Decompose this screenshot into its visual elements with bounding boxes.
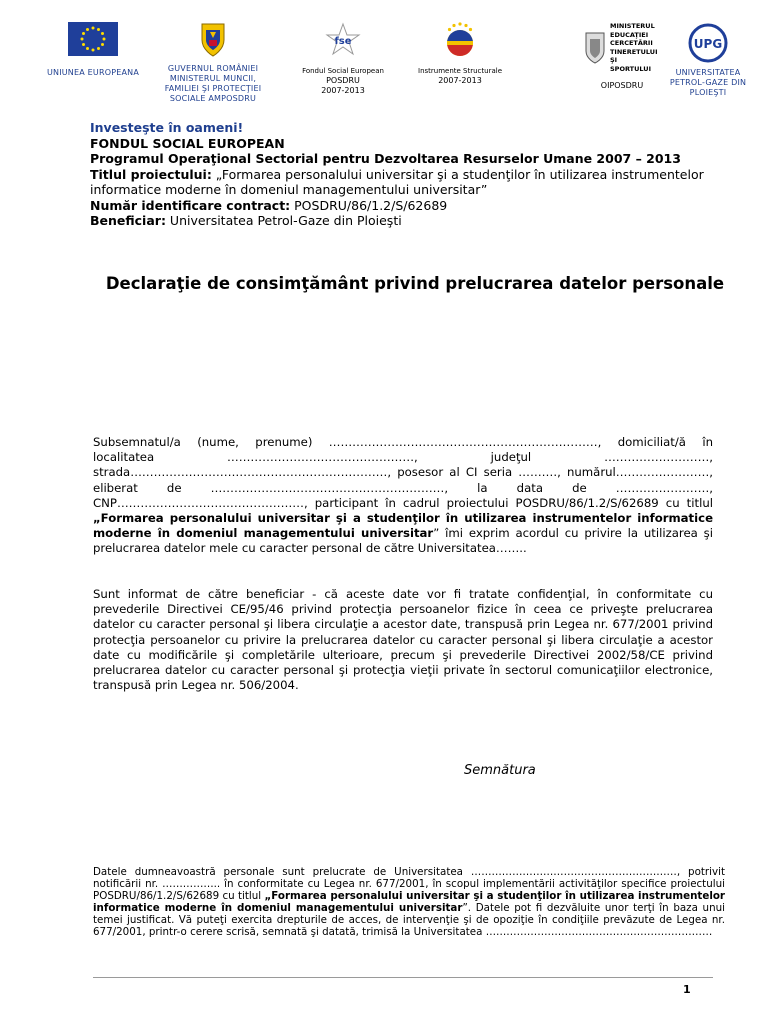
information-paragraph: Sunt informat de către beneficiar - că aceste date vor fi tratate confidenţial, în conformitate cu prevederile Directivei CE/95/46 privind protecţia persoanelor fizice în ceea ce priveşte prelucrarea datelor cu caracter personal şi libera circulaţie a acestor date, transpusă prin Legea nr. 677/2001 privind protecţia persoanelor cu privire la prelucrarea datelor cu caracter personal şi libera circulaţie a acestor date cu modificările şi completările ulterioare, precum şi prevederile Directivei 2002/58/CE privind prelucrarea datelor cu caracter personal şi protecţia vieţii private în sectorul comunicaţiilor electronice, transpusă prin Legea nr. 506/2004. xyxy=(93,587,713,693)
footnote-text-a: Datele dumneavoastră personale sunt prelucrate de Universitatea ……………………………………………………, potrivit notificării nr. …………….. în conformitate cu Legea nr. 677/2001, în scopul implementării activităţilor specifice proiectului POSDRU/86/1.2/S/62689 cu titlul xyxy=(93,866,725,902)
fse-caption-3: 2007-2013 xyxy=(321,86,365,95)
fse-star-icon xyxy=(321,22,365,58)
structural-instruments-caption-1: Instrumente Structurale xyxy=(418,67,502,75)
upg-logo xyxy=(668,22,748,98)
eu-logo xyxy=(40,22,146,78)
contract-label: Număr identificare contract: xyxy=(90,197,291,213)
fse-caption-1: Fondul Social European xyxy=(302,67,384,75)
footer-divider xyxy=(93,977,713,978)
upg-emblem-icon xyxy=(687,22,729,64)
structural-instruments-caption-2: 2007-2013 xyxy=(438,76,482,85)
signature-label: Semnătura xyxy=(464,763,536,778)
contract-line xyxy=(90,198,730,214)
program-name: Programul Operaţional Sectorial pentru Dezvoltarea Resurselor Umane 2007 – 2013 xyxy=(90,151,681,166)
government-caption: GUVERNUL ROMÂNIEI MINISTERUL MUNCII, FAMILIEI ŞI PROTECŢIEI SOCIALE AMPOSDRU xyxy=(164,64,262,103)
government-logo xyxy=(158,22,268,104)
upg-caption: UNIVERSITATEA PETROL-GAZE DIN PLOIEŞTI xyxy=(669,68,747,97)
project-title-line xyxy=(90,167,730,198)
project-title-label: Titlul proiectului: xyxy=(90,166,212,182)
project-header xyxy=(90,120,730,229)
footnote-text-c: ”. Datele pot fi dezvăluite unor terţi în baza unui temei justificat. Vă puteţi exercita drepturile de acces, de intervenţie şi de opoziţie în condiţiile prevăzute de Legea nr. 677/2001, printr-o cerere scrisă, semnată şi datată, trimisă la Universitatea ………………………………………………………… xyxy=(93,902,725,938)
fse-mark: fse xyxy=(334,36,352,47)
beneficiary-label: Beneficiar: xyxy=(90,213,166,228)
coat-of-arms-icon xyxy=(198,22,228,58)
declaration-text-c: ” îmi exprim acordul cu privire la utilizarea şi prelucrarea datelor mele cu caracter personal de către Universitatea…….. xyxy=(93,526,713,556)
declaration-text-a: Subsemnatul/a (nume, prenume) ……………………………………………………………, domiciliat/ă în localitatea …………………………………………, judeţul ………………………, strada…………………………………………………………, posesor al CI seria ………., numărul……………………, eliberat de ……………………………………………………, la data de ……………………, CNP…………………………………………, participant în cadrul proiectului POSDRU/86/1.2/S/62689 cu titlul xyxy=(93,435,713,510)
footnote xyxy=(93,866,725,938)
upg-mark: UPG xyxy=(693,37,723,51)
beneficiary-value: Universitatea Petrol-Gaze din Ploieşti xyxy=(165,213,402,228)
fse-caption-2: POSDRU xyxy=(326,76,360,85)
slogan: Investeşte în oameni! xyxy=(90,120,244,135)
eu-caption: UNIUNEA EUROPEANA xyxy=(46,68,140,77)
declaration-project-title: „Formarea personalului universitar şi a studenţilor în utilizarea instrumentelor informatice moderne în domeniul managementului universitar xyxy=(93,511,713,541)
footnote-project-title: „Formarea personalului universitar şi a studenţilor în utilizarea instrumentelor informatice moderne în domeniul managementului universitar xyxy=(93,890,725,914)
ministry-crest-icon xyxy=(584,31,606,65)
oiposdru-caption: OIPOSDRU xyxy=(600,81,644,90)
ministry-name: MINISTERUL EDUCAŢIEI CERCETĂRII TINERETULUI ŞI SPORTULUI xyxy=(610,22,658,73)
structural-instruments-logo xyxy=(416,20,504,86)
page-number: 1 xyxy=(683,983,691,996)
declaration-paragraph xyxy=(93,435,713,557)
fse-logo xyxy=(300,22,386,96)
structural-instruments-icon xyxy=(439,20,481,60)
project-title-value: „Formarea personalului universitar şi a studenţilor în utilizarea instrumentelor informatice moderne în domeniul managementului universitar” xyxy=(90,166,704,197)
oiposdru-logo xyxy=(576,22,668,91)
eu-flag-icon xyxy=(68,22,118,56)
fund-name: FONDUL SOCIAL EUROPEAN xyxy=(90,135,285,151)
beneficiary-line xyxy=(90,213,730,229)
contract-value: POSDRU/86/1.2/S/62689 xyxy=(290,197,448,213)
document-title: Declaraţie de consimţământ privind prelucrarea datelor personale xyxy=(105,274,725,293)
